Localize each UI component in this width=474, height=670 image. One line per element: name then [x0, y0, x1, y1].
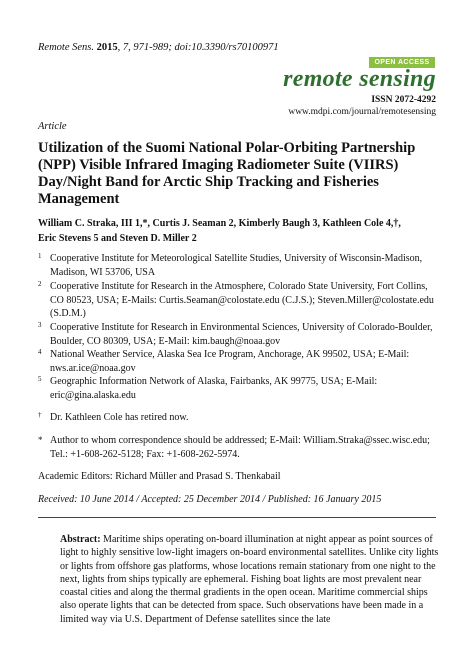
note-symbol: † — [38, 411, 42, 419]
affiliation-text: Geographic Information Network of Alaska, Fairbanks, AK 99775, USA; E-Mail: eric@gina.alaska.edu — [50, 376, 378, 401]
article-type: Article — [38, 121, 67, 132]
open-access-badge: OPEN ACCESS — [369, 57, 435, 68]
note-symbol: * — [38, 435, 43, 445]
affiliation-number: 4 — [38, 348, 42, 356]
affiliation-text: National Weather Service, Alaska Sea Ice Program, Anchorage, AK 99502, USA; E-Mail: nws.ar.ice@noaa.gov — [50, 349, 410, 374]
journal-name: Remote Sens. — [38, 42, 94, 53]
journal-logo: remote sensing — [283, 66, 436, 92]
affiliation-text: Cooperative Institute for Research in Environmental Sciences, University of Colorado-Boulder, Boulder, CO 80309, USA; E-Mail: kim.baugh@noaa.gov — [50, 322, 433, 347]
academic-editors: Academic Editors: Richard Müller and Prasad S. Thenkabail — [38, 471, 281, 482]
abstract — [60, 533, 440, 626]
affiliation-text: Cooperative Institute for Research in the Atmosphere, Colorado State University, Fort Collins, CO 80523, USA; E-Mails: Curtis.Seaman@colostate.edu (C.J.S.); Steven.Miller@colostate.edu (S.D.M.) — [50, 281, 434, 319]
note-correspondence — [38, 434, 438, 461]
issn: ISSN 2072-4292 — [371, 95, 436, 105]
note-text: Dr. Kathleen Cole has retired now. — [50, 412, 189, 423]
author-list — [38, 216, 438, 246]
affiliation-3 — [38, 321, 438, 348]
affiliation-5 — [38, 375, 438, 402]
divider — [38, 517, 436, 518]
author-line-1: William C. Straka, III 1,*, Curtis J. Seaman 2, Kimberly Baugh 3, Kathleen Cole 4,†, — [38, 218, 401, 229]
affiliation-text: Cooperative Institute for Meteorological Satellite Studies, University of Wisconsin-Madison, Madison, WI 53706, USA — [50, 253, 423, 278]
journal-url[interactable]: www.mdpi.com/journal/remotesensing — [288, 107, 436, 117]
affiliation-2 — [38, 280, 438, 321]
affiliation-4 — [38, 348, 438, 375]
affiliation-number: 1 — [38, 252, 42, 260]
abstract-text: Maritime ships operating on-board illumination at night appear as point sources of light to highly sensitive low-light imagers on-board environmental satellites. Unlike city lights or lights from offshore gas platforms, whose locations remain stationary from one night to the next, lights from ships typically are ephemeral. Fishing boat lights are most prevalent near coastal cities and along the thermal gradients in the open ocean. Maritime commercial ships also operate lights that can be detected from space. Such observations have been made in a limited way via U.S. Department of Defense satellites since the late — [60, 534, 439, 625]
journal-year: 2015 — [96, 42, 118, 53]
abstract-label: Abstract: — [60, 534, 101, 545]
note-text: Author to whom correspondence should be addressed; E-Mail: William.Straka@ssec.wisc.edu; Tel.: +1-608-262-5128; Fax: +1-608-262-5974. — [50, 435, 430, 460]
affiliation-number: 5 — [38, 375, 42, 383]
paper-title: Utilization of the Suomi National Polar-Orbiting Partnership (NPP) Visible Infrared Imaging Radiometer Suite (VIIRS) Day/Night Band for Arctic Ship Tracking and Fisheries Management — [38, 140, 416, 207]
journal-volume-doi: , 7, 971-989; doi:10.3390/rs70100971 — [117, 42, 279, 53]
affiliation-number: 2 — [38, 280, 42, 288]
note-retired — [38, 411, 438, 425]
journal-citation — [38, 42, 279, 53]
affiliation-number: 3 — [38, 321, 42, 329]
author-line-2: Eric Stevens 5 and Steven D. Miller 2 — [38, 233, 197, 244]
affiliation-1 — [38, 252, 438, 279]
publication-dates: Received: 10 June 2014 / Accepted: 25 December 2014 / Published: 16 January 2015 — [38, 494, 382, 505]
